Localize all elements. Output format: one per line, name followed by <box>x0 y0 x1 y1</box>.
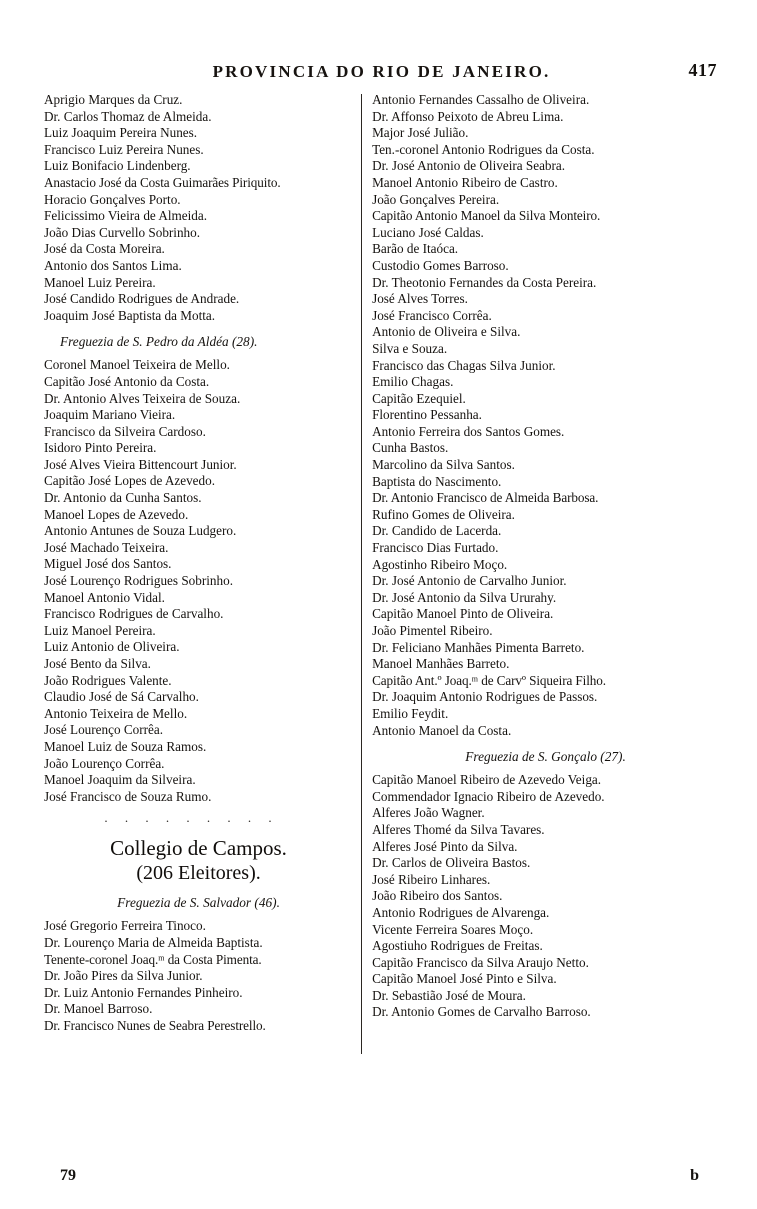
list-item: Alferes João Wagner. <box>372 805 485 821</box>
list-item: Barão de Itaóca. <box>372 241 459 257</box>
list-item: João Dias Curvello Sobrinho. <box>44 224 201 240</box>
right-list-1 <box>372 92 719 739</box>
list-item: Antonio Rodrigues de Alvarenga. <box>372 904 550 920</box>
list-item: Alferes José Pinto da Silva. <box>372 838 518 854</box>
list-item: Dr. Sebastião José de Moura. <box>372 987 526 1003</box>
list-item: Francisco Rodrigues de Carvalho. <box>44 606 224 622</box>
list-item: Cunha Bastos. <box>372 440 449 456</box>
list-item: Claudio José de Sá Carvalho. <box>44 689 199 705</box>
list-item: Miguel José dos Santos. <box>44 556 172 572</box>
section-heading-s-goncalo: Freguezia de S. Gonçalo (27). <box>465 749 626 765</box>
list-item: Luiz Manoel Pereira. <box>44 622 156 638</box>
list-item: José Ribeiro Linhares. <box>372 871 491 887</box>
list-item: Baptista do Nascimento. <box>372 473 502 489</box>
list-item: Dr. Feliciano Manhães Pimenta Barreto. <box>372 639 585 655</box>
right-column <box>368 92 719 1054</box>
list-item: Dr. Theotonio Fernandes da Costa Pereira. <box>372 274 597 290</box>
list-item: Emilio Feydit. <box>372 705 449 721</box>
list-item: Capitão José Antonio da Costa. <box>44 373 210 389</box>
page-title: PROVINCIA DO RIO DE JANEIRO. <box>212 62 551 81</box>
list-item: José Gregorio Ferreira Tinoco. <box>44 918 206 934</box>
list-item: Luiz Bonifacio Lindenberg. <box>44 158 191 174</box>
list-item: Dr. Antonio da Cunha Santos. <box>44 490 202 506</box>
list-item: João Ribeiro dos Santos. <box>372 888 503 904</box>
list-item: José Machado Teixeira. <box>44 539 169 555</box>
list-item: Luiz Joaquim Pereira Nunes. <box>44 125 198 141</box>
list-item: Horacio Gonçalves Porto. <box>44 191 181 207</box>
list-item: Anastacio José da Costa Guimarães Piriquito. <box>44 174 281 190</box>
list-item: Dr. Candido de Lacerda. <box>372 523 502 539</box>
list-item: Coronel Manoel Teixeira de Mello. <box>44 357 230 373</box>
list-item: João Lourenço Corrêa. <box>44 755 165 771</box>
list-item: Felicissimo Vieira de Almeida. <box>44 208 208 224</box>
list-item: Dr. José Antonio de Carvalho Junior. <box>372 573 567 589</box>
column-divider-rule <box>361 94 362 1054</box>
list-item: Agostinho Ribeiro Moço. <box>372 556 508 572</box>
list-item: Manoel Joaquim da Silveira. <box>44 772 196 788</box>
list-item: Manoel Luiz Pereira. <box>44 274 156 290</box>
list-item: Capitão Manoel José Pinto e Silva. <box>372 971 557 987</box>
list-item: José Lourenço Rodrigues Sobrinho. <box>44 573 233 589</box>
list-item: Dr. Luiz Antonio Fernandes Pinheiro. <box>44 984 243 1000</box>
list-item: Vicente Ferreira Soares Moço. <box>372 921 534 937</box>
list-item: Capitão Antonio Manoel da Silva Monteiro. <box>372 208 601 224</box>
list-item: Marcolino da Silva Santos. <box>372 457 515 473</box>
decorative-separator: . . . . . . . . . <box>104 810 279 826</box>
left-list-3 <box>44 918 353 1034</box>
section-heading-s-salvador: Freguezia de S. Salvador (46). <box>117 895 280 911</box>
list-item: José Francisco de Souza Rumo. <box>44 788 212 804</box>
list-item: Dr. Francisco Nunes de Seabra Perestrello. <box>44 1017 266 1033</box>
list-item: Capitão Manoel Pinto de Oliveira. <box>372 606 554 622</box>
page-header <box>0 62 757 82</box>
list-item: Dr. José Antonio de Oliveira Seabra. <box>372 158 566 174</box>
list-item: Commendador Ignacio Ribeiro de Azevedo. <box>372 788 605 804</box>
list-item: Dr. Joaquim Antonio Rodrigues de Passos. <box>372 689 598 705</box>
list-item: Manoel Lopes de Azevedo. <box>44 506 189 522</box>
list-item: Dr. José Antonio da Silva Ururahy. <box>372 589 557 605</box>
list-item: Dr. Affonso Peixoto de Abreu Lima. <box>372 108 564 124</box>
list-item: Capitão Manoel Ribeiro de Azevedo Veiga. <box>372 772 602 788</box>
list-item: Antonio Ferreira dos Santos Gomes. <box>372 423 565 439</box>
page-footer <box>0 1167 757 1185</box>
list-item: Francisco Dias Furtado. <box>372 540 499 556</box>
list-item: Luciano José Caldas. <box>372 224 484 240</box>
list-item: Francisco da Silveira Cardoso. <box>44 423 206 439</box>
list-item: Rufino Gomes de Oliveira. <box>372 506 515 522</box>
college-voter-count: (206 Eleitores). <box>136 862 261 885</box>
list-item: Antonio Antunes de Souza Ludgero. <box>44 523 237 539</box>
list-item: José Bento da Silva. <box>44 656 151 671</box>
list-item: Manoel Antonio Ribeiro de Castro. <box>372 174 558 190</box>
section-heading-s-pedro-da-aldea: Freguezia de S. Pedro da Aldéa (28). <box>60 334 258 350</box>
list-item: Isidoro Pinto Pereira. <box>44 440 157 456</box>
list-item: Dr. Manoel Barroso. <box>44 1001 153 1017</box>
list-item: Emilio Chagas. <box>372 374 454 390</box>
list-item: Dr. João Pires da Silva Junior. <box>44 968 203 984</box>
list-item: Dr. Antonio Gomes de Carvalho Barroso. <box>372 1004 591 1020</box>
list-item: Major José Julião. <box>372 125 469 141</box>
list-item: Antonio Manoel da Costa. <box>372 722 512 738</box>
list-item: Capitão Ezequiel. <box>372 390 466 406</box>
list-item: Luiz Antonio de Oliveira. <box>44 639 180 655</box>
left-list-2 <box>44 357 353 805</box>
list-item: Florentino Pessanha. <box>372 407 482 423</box>
list-item: Manoel Antonio Vidal. <box>44 589 165 605</box>
list-item: Aprigio Marques da Cruz. <box>44 92 183 107</box>
list-item: José Candido Rodrigues de Andrade. <box>44 291 240 307</box>
list-item: Ten.-coronel Antonio Rodrigues da Costa. <box>372 141 595 157</box>
list-item: Francisco das Chagas Silva Junior. <box>372 357 556 373</box>
list-item: Dr. Lourenço Maria de Almeida Baptista. <box>44 934 263 950</box>
list-item: João Gonçalves Pereira. <box>372 191 500 207</box>
list-item: Capitão José Lopes de Azevedo. <box>44 473 216 489</box>
list-item: José Francisco Corrêa. <box>372 307 492 323</box>
list-item: Antonio Fernandes Cassalho de Oliveira. <box>372 92 590 107</box>
list-item: José Alves Torres. <box>372 291 468 307</box>
left-list-1 <box>44 92 353 324</box>
list-item: Antonio Teixeira de Mello. <box>44 705 188 721</box>
list-item: Silva e Souza. <box>372 340 448 356</box>
list-item: Joaquim José Baptista da Motta. <box>44 307 216 323</box>
list-item: Francisco Luiz Pereira Nunes. <box>44 141 204 157</box>
list-item: Custodio Gomes Barroso. <box>372 257 509 273</box>
list-item: José Alves Vieira Bittencourt Junior. <box>44 456 237 472</box>
two-column-body <box>0 92 757 1054</box>
list-item: Tenente-coronel Joaq.ᵐ da Costa Pimenta. <box>44 951 262 967</box>
list-item: João Rodrigues Valente. <box>44 672 172 688</box>
list-item: Dr. Antonio Alves Teixeira de Souza. <box>44 390 241 406</box>
signature-mark-right: b <box>690 1167 699 1184</box>
list-item: José da Costa Moreira. <box>44 241 165 257</box>
college-title: Collegio de Campos. <box>110 836 287 861</box>
list-item: João Pimentel Ribeiro. <box>372 623 493 638</box>
list-item: Dr. Carlos Thomaz de Almeida. <box>44 108 212 124</box>
list-item: Dr. Carlos de Oliveira Bastos. <box>372 855 531 871</box>
list-item: Joaquim Mariano Vieira. <box>44 407 176 423</box>
page-number: 417 <box>688 60 717 80</box>
list-item: Capitão Ant.º Joaq.ᵐ de Carvº Siqueira Filho. <box>372 672 606 688</box>
list-item: Manoel Manhães Barreto. <box>372 656 510 672</box>
document-page <box>0 62 757 1209</box>
list-item: José Lourenço Corrêa. <box>44 722 164 738</box>
list-item: Dr. Antonio Francisco de Almeida Barbosa. <box>372 490 599 506</box>
list-item: Alferes Thomé da Silva Tavares. <box>372 821 545 837</box>
list-item: Manoel Luiz de Souza Ramos. <box>44 738 207 754</box>
list-item: Antonio de Oliveira e Silva. <box>372 324 521 340</box>
list-item: Capitão Francisco da Silva Araujo Netto. <box>372 954 589 970</box>
signature-mark-left: 79 <box>60 1167 76 1184</box>
list-item: Antonio dos Santos Lima. <box>44 257 182 273</box>
left-column <box>44 92 361 1054</box>
list-item: Agostiuho Rodrigues de Freitas. <box>372 938 543 954</box>
right-list-2 <box>372 772 719 1021</box>
